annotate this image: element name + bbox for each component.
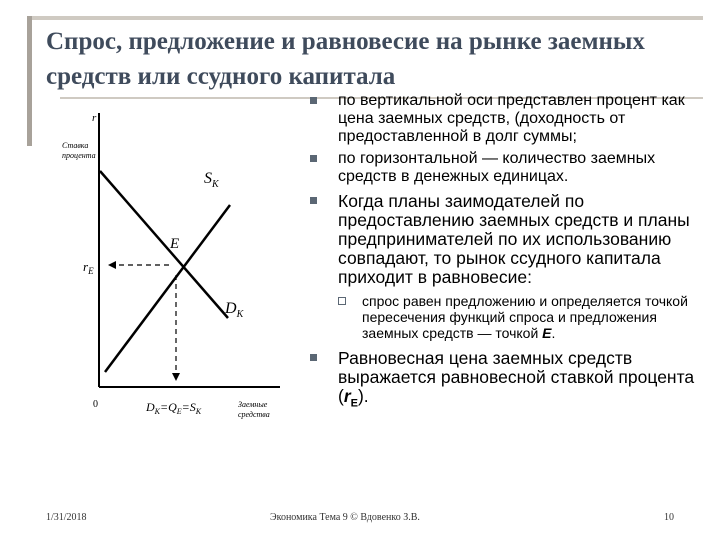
slide-title: Спрос, предложение и равновесие на рынке заемных средств или ссудного капитала	[46, 28, 645, 90]
supply-curve	[105, 205, 230, 372]
square-bullet-icon	[310, 197, 317, 204]
square-bullet-icon	[310, 97, 317, 104]
left-accent-bar	[27, 16, 32, 146]
demand-label: $D_K$	[225, 300, 244, 320]
bullet-text: по вертикальной оси представлен процент как цена заемных средств, (доходность от предоставленной в долг суммы;	[338, 92, 685, 145]
bullet-text: Равновесная цена заемных средств выражается равновесной ставкой процента (	[338, 348, 695, 406]
equilibrium-rate-label: $r_E$	[83, 259, 94, 276]
eq-rate-arrow	[108, 261, 116, 269]
bullet-text: по горизонтальной — количество заемных средств в денежных единицах.	[338, 150, 656, 185]
square-bullet-icon	[310, 354, 317, 361]
equilibrium-quantity-label: $D_K=Q_E=S_K$	[146, 400, 202, 416]
demand-curve	[100, 171, 228, 318]
equilibrium-point-label: E	[170, 236, 180, 252]
supply-label: $S_K$	[204, 170, 219, 190]
footer-page-number: 10	[664, 512, 674, 523]
bullet-list	[310, 92, 710, 417]
top-accent-bar	[27, 16, 703, 20]
x-axis-label-2: средства	[238, 410, 270, 419]
bullet-horizontal-axis	[310, 150, 710, 186]
bullet-text: Когда планы заимодателей по предоставлению заемных средств и планы предпринимателей по их использованию совпадают, то рынок ссудного капитала приходит в равновесие:	[338, 191, 690, 287]
bullet-end: ).	[357, 386, 369, 406]
bullet-vertical-axis	[310, 92, 710, 146]
square-bullet-icon	[310, 155, 317, 162]
bullet-equilibrium-price	[310, 349, 710, 414]
origin-label: 0	[93, 399, 98, 410]
sub-bullet-demand-supply	[338, 293, 710, 341]
x-axis-label-1: Заемные	[238, 400, 268, 409]
bullet-equilibrium	[310, 192, 710, 287]
sub-bullet-end: .	[551, 325, 556, 341]
hollow-square-bullet-icon	[338, 297, 346, 305]
point-e-symbol: E	[542, 325, 552, 341]
y-axis-label-1: Ставка	[62, 141, 89, 150]
footer-title: Экономика Тема 9 © Вдовенко З.В.	[270, 512, 420, 523]
y-axis-symbol: r	[92, 112, 97, 124]
footer-date: 1/31/2018	[46, 512, 87, 523]
eq-qty-arrow	[172, 373, 180, 381]
rate-symbol: r	[343, 386, 351, 406]
loan-market-graph	[60, 105, 290, 445]
rate-subscript: E	[350, 397, 358, 410]
sub-bullet-text: спрос равен предложению и определяется точкой пересечения функций спроса и предложения заемных средств — точкой	[362, 293, 688, 341]
y-axis-label-2: процента	[62, 151, 96, 160]
